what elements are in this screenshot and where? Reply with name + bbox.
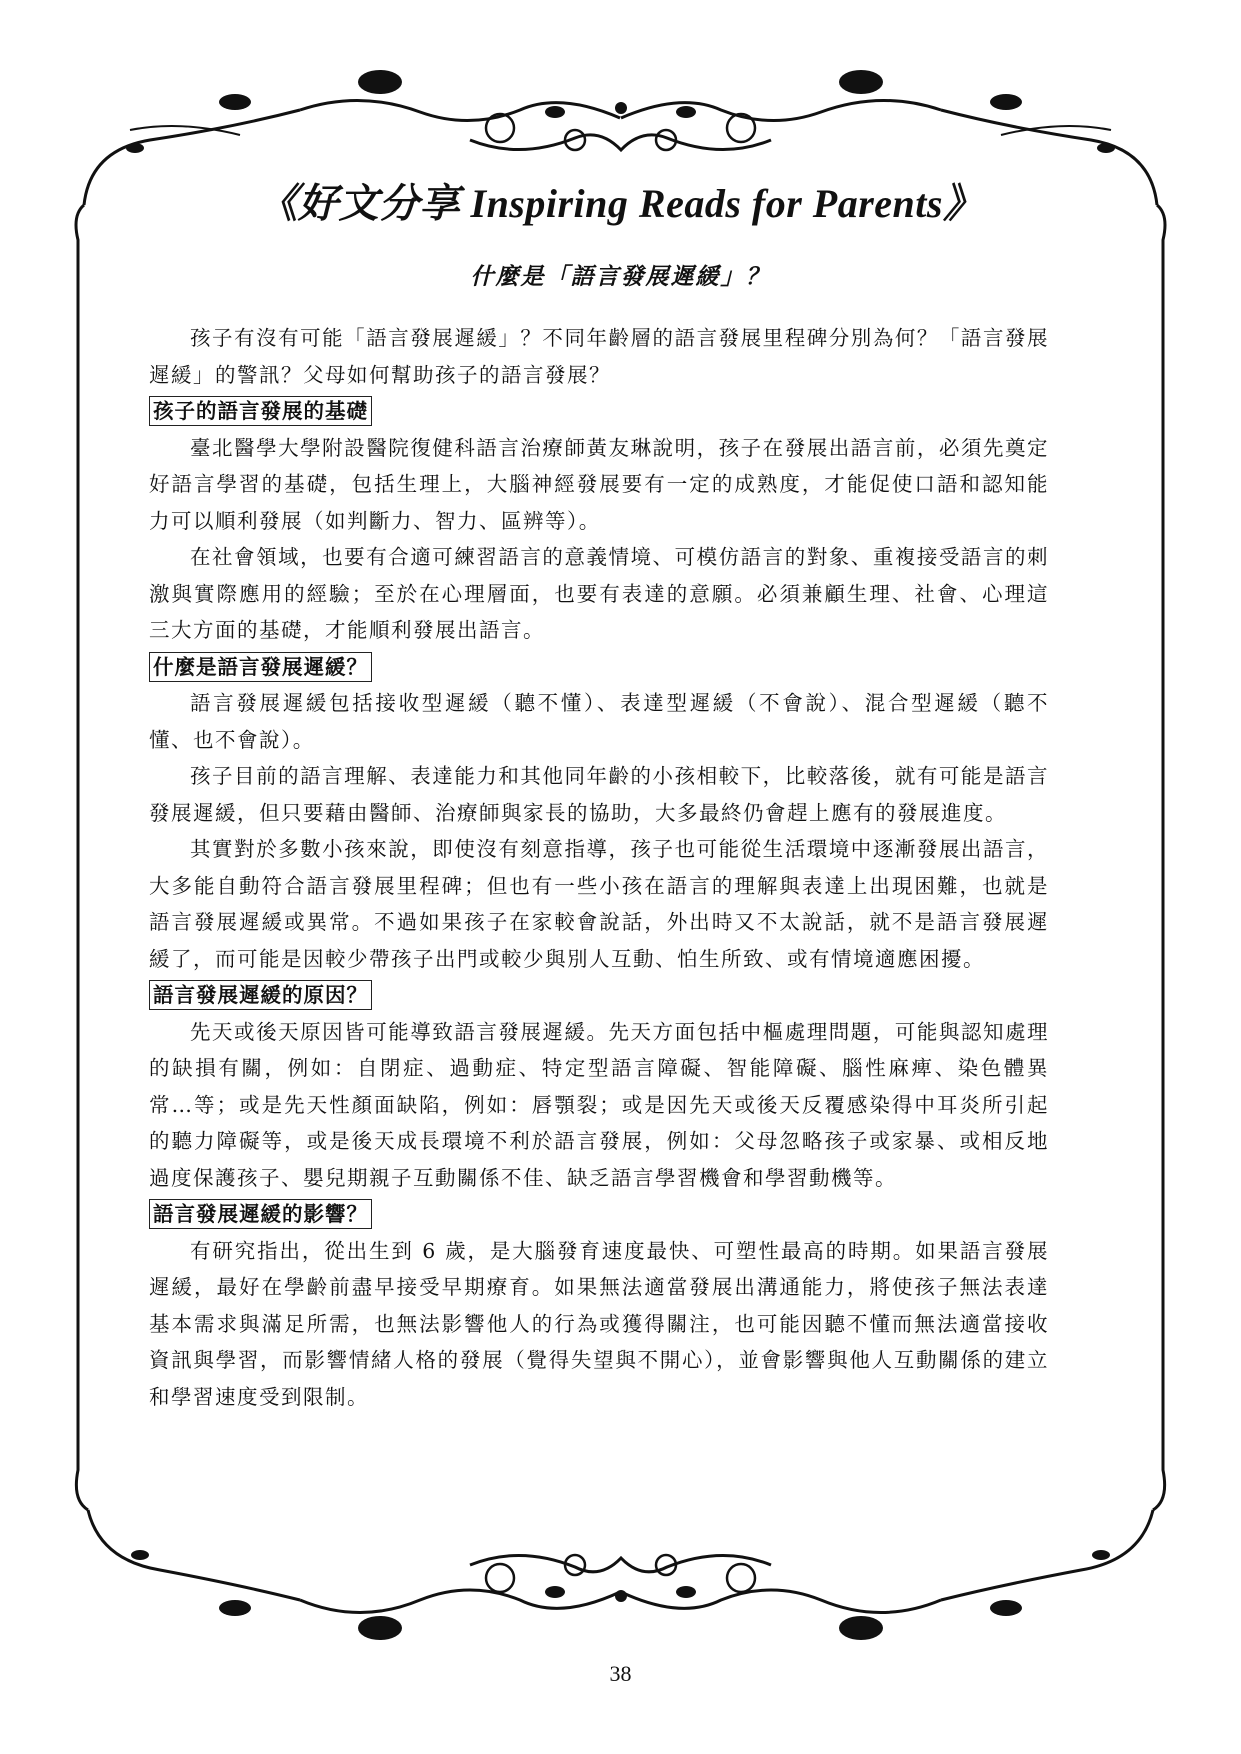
- section-paragraph: 先天或後天原因皆可能導致語言發展遲緩。先天方面包括中樞處理問題，可能與認知處理的缺損有關，例如：自閉症、過動症、特定型語言障礙、智能障礙、腦性麻痺、染色體異常…等；或是先天性顏面缺陷，例如：唇顎裂；或是因先天或後天反覆感染得中耳炎所引起的聽力障礙等，或是後天成長環境不利於語言發展，例如：父母忽略孩子或家暴、或相反地過度保護孩子、嬰兒期親子互動關係不佳、缺乏語言學習機會和學習動機等。: [149, 1019, 1049, 1190]
- section-paragraph: 臺北醫學大學附設醫院復健科語言治療師黃友琳說明，孩子在發展出語言前，必須先奠定好語言學習的基礎，包括生理上，大腦神經發展要有一定的成熟度，才能促使口語和認知能力可以順利發展（如判斷力、智力、區辨等）。: [149, 435, 1049, 533]
- article-subtitle: 什麼是「語言發展遲緩」？: [470, 263, 771, 290]
- page-title: 《好文分享 Inspiring Reads for Parents》: [257, 181, 984, 226]
- section-heading-row: [149, 977, 1049, 1014]
- frame-left-border: [76, 205, 88, 1510]
- section-heading: 語言發展遲緩的影響？: [149, 1199, 372, 1229]
- section-paragraph: 有研究指出，從出生到 6 歲，是大腦發育速度最快、可塑性最高的時期。如果語言發展遲緩，最好在學齡前盡早接受早期療育。如果無法適當發展出溝通能力，將使孩子無法表達基本需求與滿足所需，也無法影響他人的行為或獲得關注，也可能因聽不懂而無法適當接收資訊與學習，而影響情緒人格的發展（覺得失望與不開心），並會影響與他人互動關係的建立和學習速度受到限制。: [149, 1238, 1049, 1409]
- article-body: [149, 320, 1049, 1415]
- intro-paragraph: 孩子有沒有可能「語言發展遲緩」？不同年齡層的語言發展里程碑分別為何？「語言發展遲緩」的警訊？父母如何幫助孩子的語言發展？: [149, 326, 1049, 387]
- section-heading-row: [149, 1196, 1049, 1233]
- section-paragraph: 在社會領域，也要有合適可練習語言的意義情境、可模仿語言的對象、重複接受語言的刺激與實際應用的經驗；至於在心理層面，也要有表達的意願。必須兼顧生理、社會、心理這三大方面的基礎，才能順利發展出語言。: [149, 545, 1049, 642]
- section-paragraph: 語言發展遲緩包括接收型遲緩（聽不懂）、表達型遲緩（不會說）、混合型遲緩（聽不懂、也不會說）。: [149, 691, 1049, 752]
- section-heading-row: [149, 649, 1049, 686]
- page-number: 38: [609, 1661, 632, 1686]
- frame-right-border: [1153, 205, 1165, 1510]
- section-heading: 孩子的語言發展的基礎: [149, 396, 372, 426]
- section-paragraph: 孩子目前的語言理解、表達能力和其他同年齡的小孩相較下，比較落後，就有可能是語言發展遲緩，但只要藉由醫師、治療師與家長的協助，大多最終仍會趕上應有的發展進度。: [149, 764, 1049, 825]
- section-heading: 什麼是語言發展遲緩？: [149, 652, 372, 682]
- section-heading-row: [149, 393, 1049, 430]
- section-heading: 語言發展遲緩的原因？: [149, 980, 372, 1010]
- section-paragraph: 其實對於多數小孩來說，即使沒有刻意指導，孩子也可能從生活環境中逐漸發展出語言，大多能自動符合語言發展里程碑；但也有一些小孩在語言的理解與表達上出現困難，也就是語言發展遲緩或異常。不過如果孩子在家較會說話，外出時又不太說話，就不是語言發展遲緩了，而可能是因較少帶孩子出門或較少與別人互動、怕生所致、或有情境適應困擾。: [149, 837, 1049, 971]
